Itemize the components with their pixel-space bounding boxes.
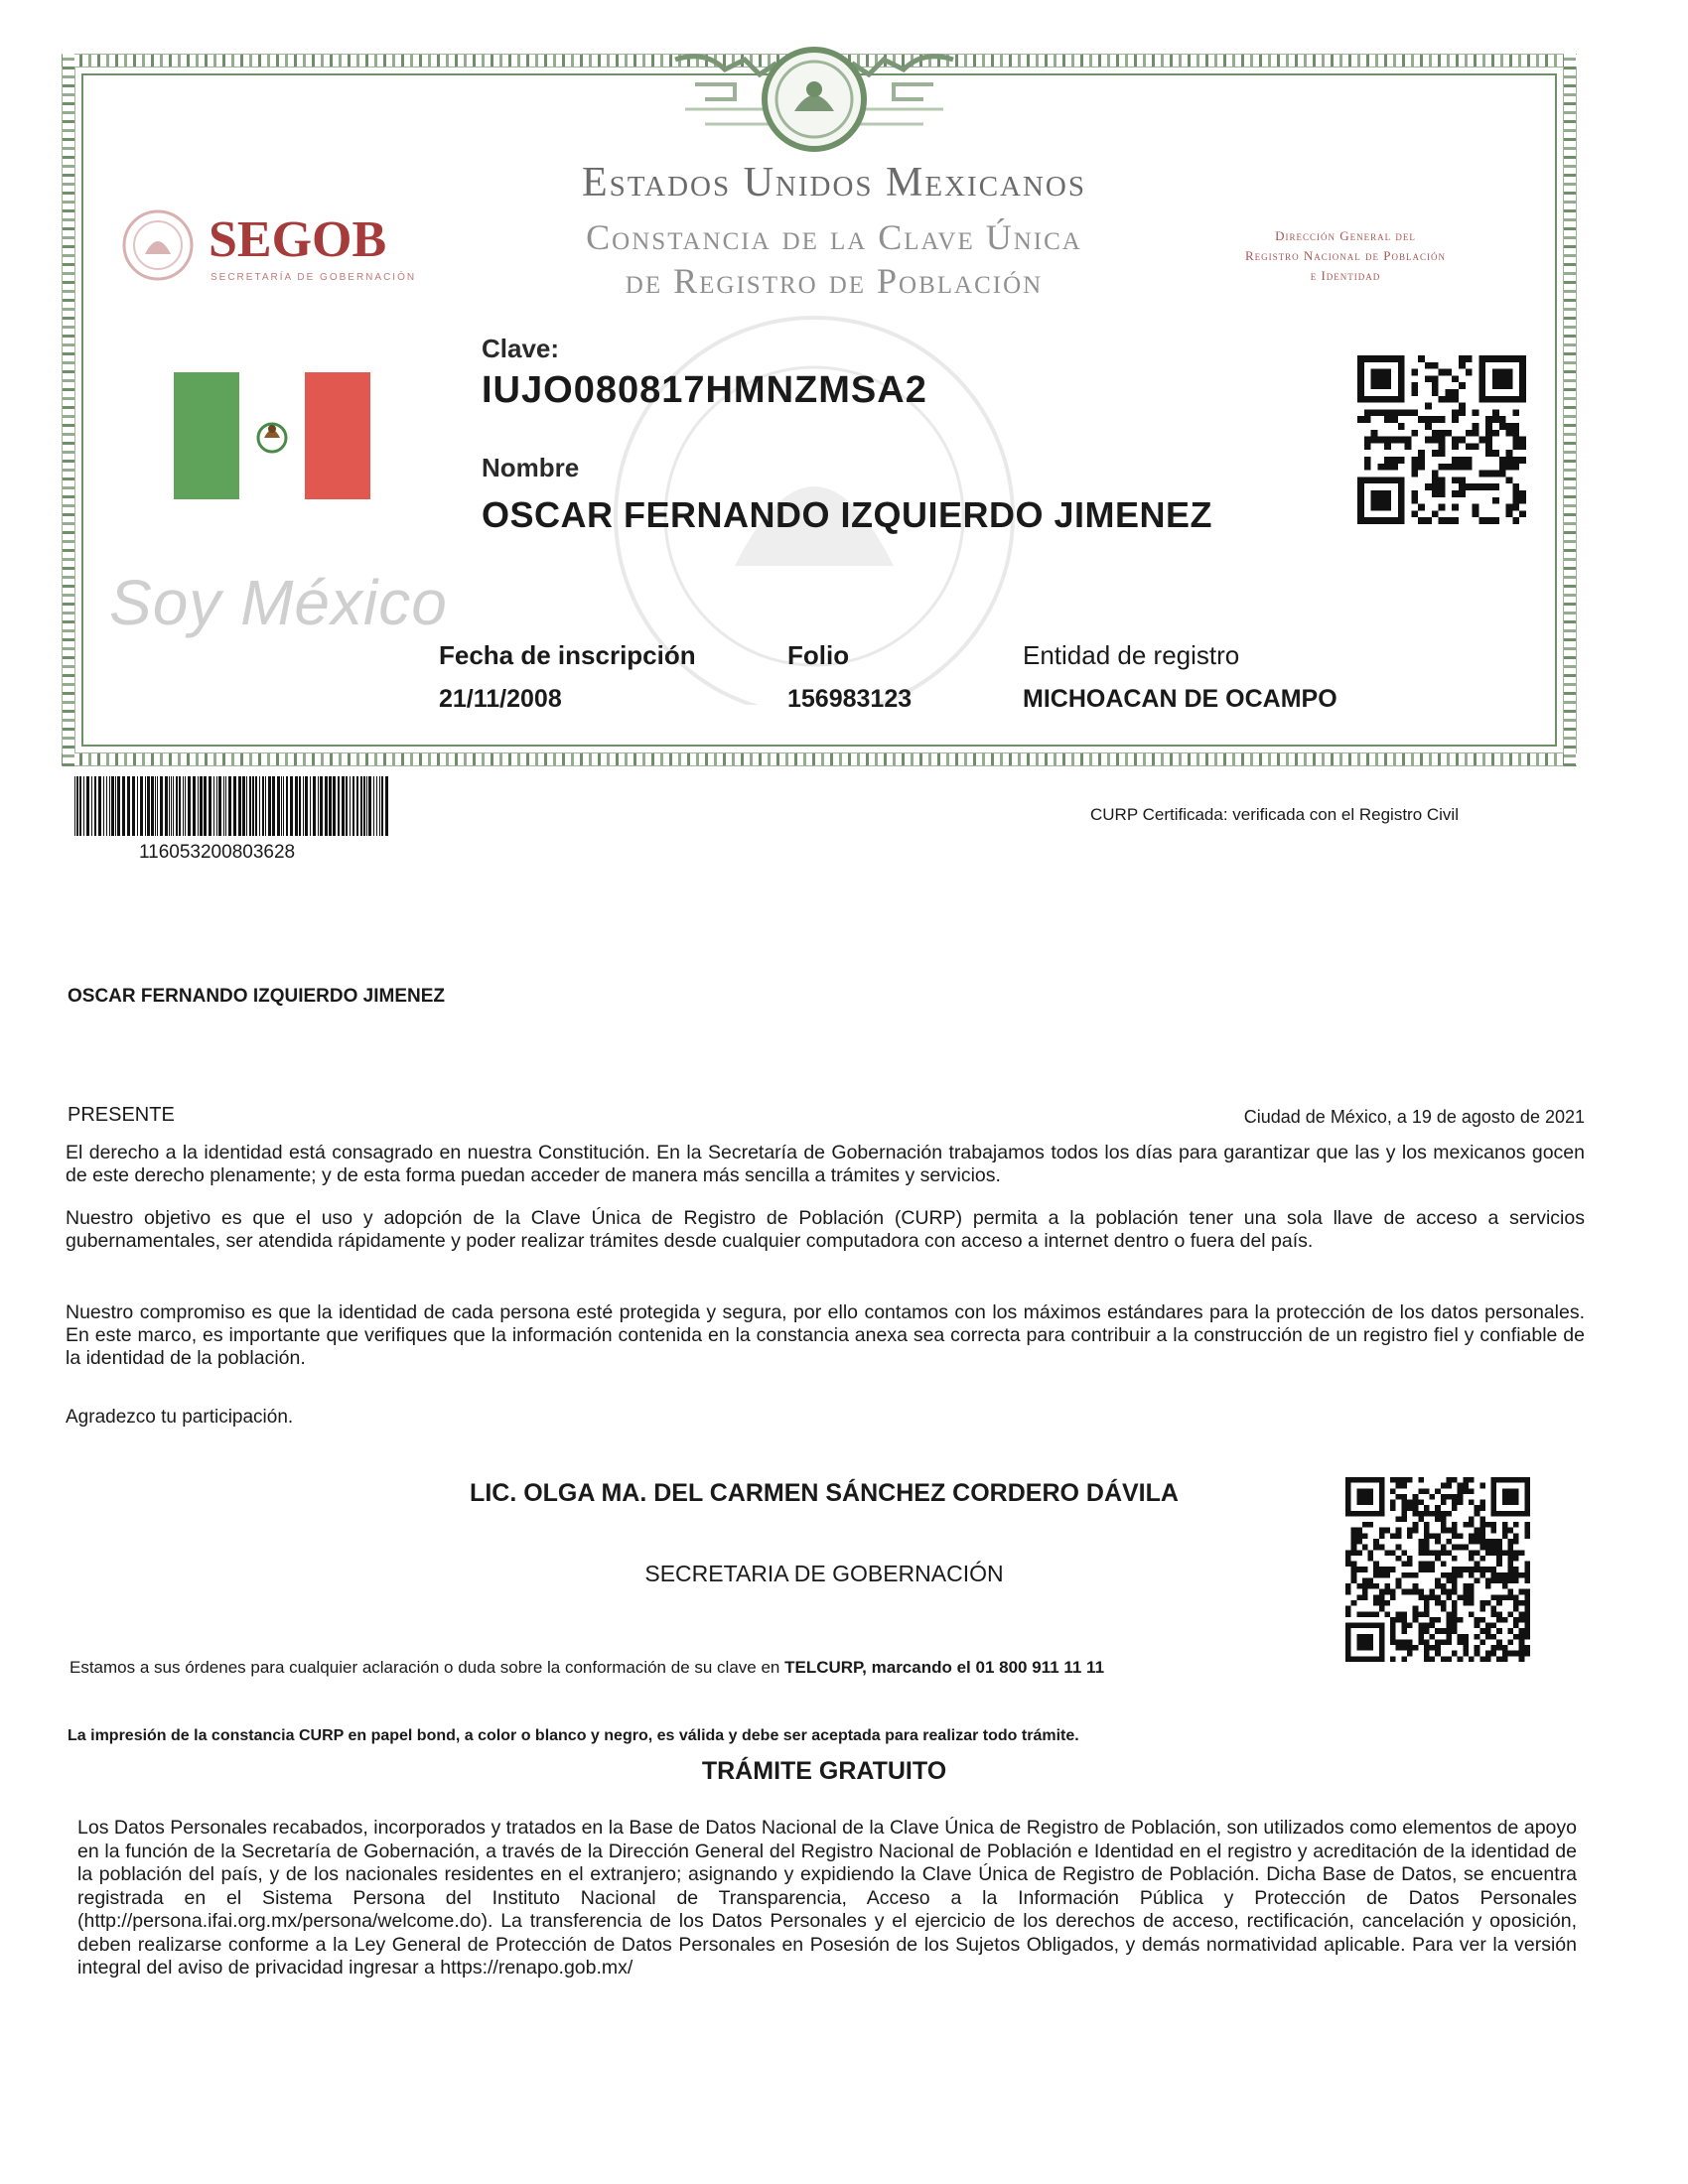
flag-coat-of-arms-icon xyxy=(252,416,292,456)
letter-paragraph-3: Nuestro compromiso es que la identidad de cada persona esté protegida y segura, por ello contamos con los máximos estándares para la protección de los datos personales. En este marco, es importante que verifiques que la información contenida en la constancia anexa sea correcta para contribuir a la construcción de un registro fiel y confiable de la identidad de la población. xyxy=(66,1301,1585,1369)
border-pattern-bottom xyxy=(62,752,1577,766)
title-registro-line: de Registro de Población xyxy=(625,261,1044,301)
telcurp-phone: TELCURP, marcando el 01 800 911 11 11 xyxy=(784,1658,1105,1677)
direccion-general-line2: Registro Nacional de Población xyxy=(1244,248,1447,263)
border-pattern-right xyxy=(1563,54,1577,766)
fecha-inscripcion-label: Fecha de inscripción xyxy=(439,640,696,670)
privacy-notice: Los Datos Personales recabados, incorporados y tratados en la Base de Datos Nacional de la Clave Única de Registro de Población, son utilizados como elementos de apoyo en la función de la Secretaría de Gobernación, a través de la Dirección General del Registro Nacional de Población e Identidad en el registro y acreditación de la identidad de la población del país, y de los nacionales residentes en el extranjero; asignando y expidiendo la Clave Única de Registro de Población. Dicha Base de Datos, se encuentra registrada en el Sistema Persona del Instituto Nacional de Transparencia, Acceso a la Información Pública y Protección de Datos Personales (http://persona.ifai.org.mx/persona/welcome.do). La transferencia de los Datos Personales y el ejercicio de los derechos de acceso, rectificación, cancelación y oposición, deben realizarse conforme a la Ley General de Protección de Datos Personales en Posesión de los Sujetos Obligados, y demás normatividad aplicable. Para ver la versión integral del aviso de privacidad ingresar a https://renapo.gob.mx/ xyxy=(77,1817,1577,1979)
letter-presente: PRESENTE xyxy=(68,1104,175,1126)
curp-certificada-note: CURP Certificada: verificada con el Registro Civil xyxy=(1090,805,1459,824)
telcurp-contact-line xyxy=(70,1658,1104,1678)
soy-mexico-slogan: Soy México xyxy=(109,567,448,638)
national-emblem-ornament xyxy=(665,40,963,169)
letter-place-date: Ciudad de México, a 19 de agosto de 2021 xyxy=(1243,1107,1585,1127)
signer-name: LIC. OLGA MA. DEL CARMEN SÁNCHEZ CORDERO DÁVILA xyxy=(470,1479,1179,1507)
telcurp-text: Estamos a sus órdenes para cualquier aclaración o duda sobre la conformación de su clave en xyxy=(70,1658,785,1677)
entidad-registro-value: MICHOACAN DE OCAMPO xyxy=(1023,685,1337,713)
title-estados-unidos-mexicanos: Estados Unidos Mexicanos xyxy=(581,160,1087,205)
nombre-value: OSCAR FERNANDO IZQUIERDO JIMENEZ xyxy=(482,494,1213,535)
letter-paragraph-2: Nuestro objetivo es que el uso y adopción de la Clave Única de Registro de Población (CURP) permita a la población tener una sola llave de acceso a servicios gubernamentales, ser atendida rápidamente y poder realizar trámites desde cualquier computadora con acceso a internet dentro o fuera del país. xyxy=(66,1207,1585,1252)
signer-position: SECRETARIA DE GOBERNACIÓN xyxy=(644,1561,1004,1586)
segob-logo-text: SEGOB xyxy=(209,211,387,268)
title-constancia-line: Constancia de la Clave Única xyxy=(586,217,1082,257)
segob-subtitle: SECRETARÍA DE GOBERNACIÓN xyxy=(211,272,417,283)
qr-code-icon xyxy=(1357,355,1526,524)
border-pattern-left xyxy=(62,54,75,766)
mexican-flag-icon xyxy=(174,372,370,499)
impresion-validity-note: La impresión de la constancia CURP en papel bond, a color o blanco y negro, es válida y debe ser aceptada para realizar todo trámite. xyxy=(68,1727,1079,1744)
barcode-number: 116053200803628 xyxy=(139,842,296,863)
segob-seal-icon xyxy=(121,208,195,282)
barcode-icon xyxy=(72,776,388,836)
fecha-inscripcion-value: 21/11/2008 xyxy=(439,685,562,713)
nombre-label: Nombre xyxy=(482,453,580,482)
curp-value: IUJO080817HMNZMSA2 xyxy=(482,369,927,411)
clave-label: Clave: xyxy=(482,334,560,363)
letter-recipient: OSCAR FERNANDO IZQUIERDO JIMENEZ xyxy=(68,986,446,1007)
direccion-general-line3: e Identidad xyxy=(1310,268,1381,283)
folio-label: Folio xyxy=(787,640,850,670)
folio-value: 156983123 xyxy=(787,685,913,713)
qr-code-signature-icon xyxy=(1345,1477,1530,1662)
tramite-gratuito-heading: TRÁMITE GRATUITO xyxy=(701,1757,947,1785)
entidad-registro-label: Entidad de registro xyxy=(1023,640,1240,670)
letter-closing: Agradezco tu participación. xyxy=(66,1407,294,1428)
direccion-general-line1: Dirección General del xyxy=(1275,228,1416,243)
letter-paragraph-1: El derecho a la identidad está consagrado en nuestra Constitución. En la Secretaría de Gobernación trabajamos todos los días para garantizar que las y los mexicanos gocen de este derecho plenamente; y de esta forma puedan acceder de manera más sencilla a trámites y servicios. xyxy=(66,1142,1585,1186)
